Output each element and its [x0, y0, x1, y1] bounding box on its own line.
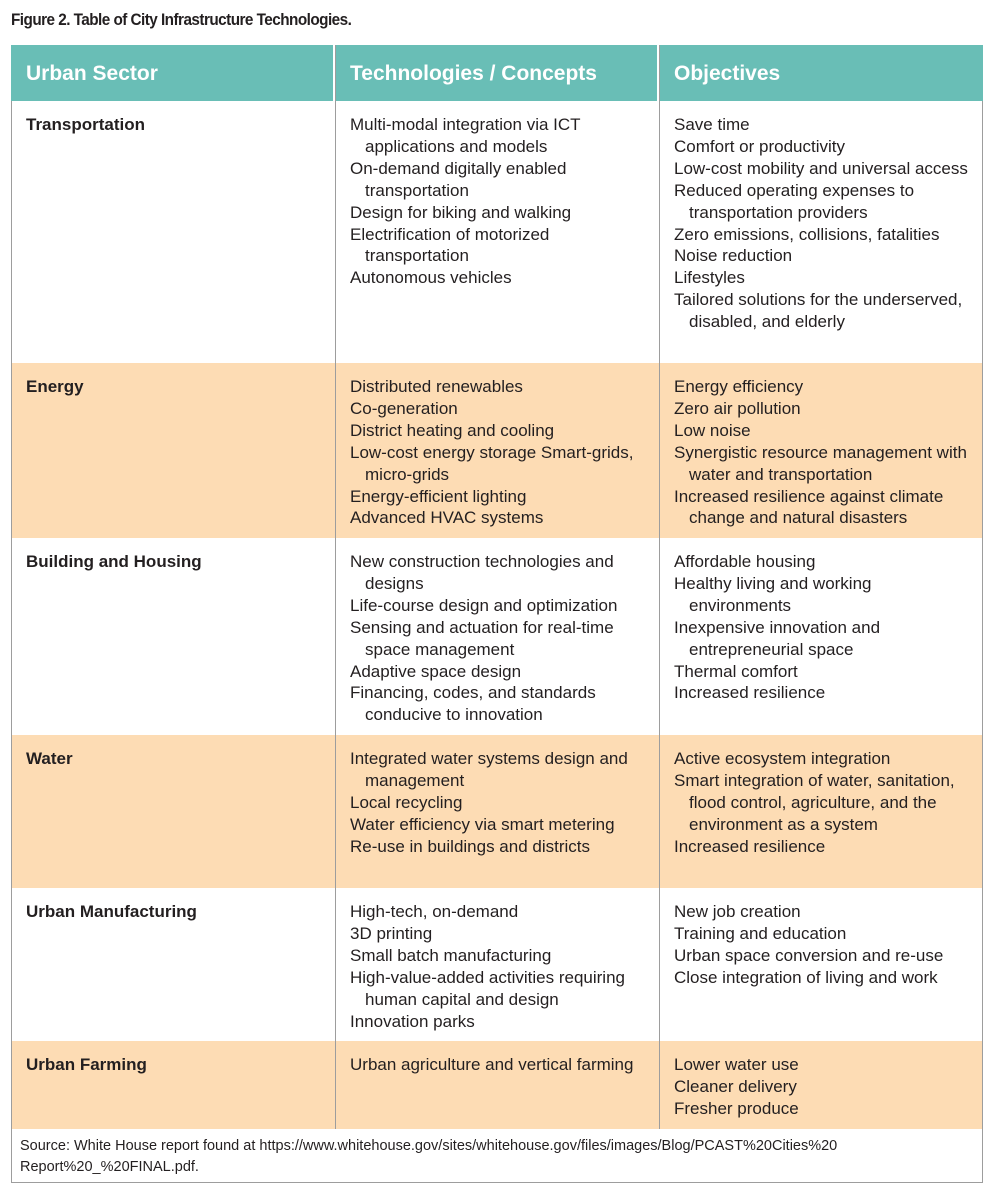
objective-item: Reduced operating expenses to transportation providers: [674, 180, 915, 222]
objective-item: Energy efficiency: [674, 377, 804, 396]
objective-item: Inexpensive innovation and entrepreneurial space: [674, 617, 881, 659]
technology-item: On-demand digitally enabled transportation: [350, 158, 567, 200]
technologies-list: [350, 1054, 650, 1076]
technology-item: New construction technologies and designs: [350, 552, 614, 593]
objectives-list: [674, 376, 974, 529]
technology-item: Integrated water systems design and management: [350, 749, 628, 790]
technology-item: Water efficiency via smart metering: [350, 814, 615, 834]
technology-item: High-value-added activities requiring human capital and design: [350, 967, 625, 1009]
technologies-list: [350, 551, 650, 726]
technology-item: Electrification of motorized transportation: [350, 224, 550, 266]
objectives-list: [674, 901, 974, 989]
objective-item: Save time: [674, 115, 750, 134]
objective-item: Low-cost mobility and universal access: [674, 158, 968, 178]
technology-item: Adaptive space design: [350, 661, 522, 681]
technology-item: Re-use in buildings and districts: [350, 836, 591, 856]
objectives-list: [674, 551, 974, 704]
objective-item: Tailored solutions for the underserved, disabled, and elderly: [674, 290, 963, 332]
objective-item: Noise reduction: [674, 246, 793, 266]
source-note: Source: White House report found at https://www.whitehouse.gov/sites/whitehouse.gov/files/images/Blog/PCAST%20Cities%20 Report%20_%20FINAL.pdf.: [20, 1138, 838, 1175]
technology-item: Autonomous vehicles: [350, 268, 512, 288]
technology-item: 3D printing: [350, 923, 433, 943]
sector-name: Building and Housing: [26, 552, 202, 571]
objective-item: Synergistic resource management with water and transportation: [674, 442, 967, 484]
sector-name: Energy: [26, 377, 84, 396]
objective-item: Affordable housing: [674, 552, 816, 571]
sector-name: Urban Manufacturing: [26, 902, 197, 921]
objective-item: Lower water use: [674, 1055, 799, 1074]
objective-item: Zero emissions, collisions, fatalities: [674, 224, 940, 244]
technology-item: Sensing and actuation for real-time space management: [350, 617, 614, 659]
header-technologies: Technologies / Concepts: [350, 62, 597, 85]
objectives-list: [674, 748, 974, 858]
objective-item: Active ecosystem integration: [674, 749, 891, 768]
objective-item: New job creation: [674, 902, 801, 921]
technology-item: Life-course design and optimization: [350, 595, 618, 615]
objectives-list: [674, 1054, 974, 1120]
technology-item: Urban agriculture and vertical farming: [350, 1055, 634, 1074]
sector-name: Transportation: [26, 115, 146, 134]
objective-item: Smart integration of water, sanitation, flood control, agriculture, and the environment as a system: [674, 770, 955, 834]
technology-item: High-tech, on-demand: [350, 902, 519, 921]
technology-item: Innovation parks: [350, 1011, 475, 1031]
objective-item: Cleaner delivery: [674, 1076, 797, 1096]
objective-item: Increased resilience: [674, 683, 826, 703]
technology-item: Energy-efficient lighting: [350, 486, 527, 506]
table-row: [12, 101, 982, 363]
technology-item: Small batch manufacturing: [350, 945, 552, 965]
objective-item: Healthy living and working environments: [674, 573, 872, 615]
objective-item: Comfort or productivity: [674, 136, 845, 156]
technologies-list: [350, 748, 650, 858]
sector-name: Water: [26, 749, 73, 768]
objective-item: Fresher produce: [674, 1098, 799, 1118]
objective-item: Urban space conversion and re-use: [674, 945, 944, 965]
table-row: [12, 363, 982, 538]
table-row: [12, 538, 982, 735]
table-row: [12, 1041, 982, 1129]
technology-item: Financing, codes, and standards conducive to innovation: [350, 683, 596, 725]
objective-item: Close integration of living and work: [674, 967, 938, 987]
infrastructure-table: [11, 45, 983, 1183]
technology-item: Design for biking and walking: [350, 202, 572, 222]
technology-item: Advanced HVAC systems: [350, 508, 544, 528]
table-header: [11, 45, 983, 101]
header-urban-sector: Urban Sector: [26, 62, 158, 85]
objectives-list: [674, 114, 974, 333]
column-divider: [659, 45, 660, 1129]
objective-item: Increased resilience: [674, 836, 826, 856]
objective-item: Lifestyles: [674, 268, 745, 288]
technology-item: Co-generation: [350, 398, 458, 418]
technology-item: Low-cost energy storage Smart-grids, micro-grids: [350, 442, 634, 484]
technology-item: Distributed renewables: [350, 377, 523, 396]
technology-item: Local recycling: [350, 792, 463, 812]
column-divider: [335, 45, 336, 1129]
technology-item: District heating and cooling: [350, 420, 555, 440]
technology-item: Multi-modal integration via ICT applications and models: [350, 115, 581, 156]
objective-item: Low noise: [674, 420, 751, 440]
sector-name: Urban Farming: [26, 1055, 147, 1074]
technologies-list: [350, 114, 650, 289]
technologies-list: [350, 376, 650, 529]
table-row: [12, 888, 982, 1041]
table-row: [12, 735, 982, 888]
technologies-list: [350, 901, 650, 1032]
objective-item: Thermal comfort: [674, 661, 798, 681]
header-objectives: Objectives: [674, 62, 781, 85]
objective-item: Zero air pollution: [674, 398, 801, 418]
objective-item: Increased resilience against climate change and natural disasters: [674, 486, 944, 528]
objective-item: Training and education: [674, 923, 847, 943]
figure-caption: Figure 2. Table of City Infrastructure Technologies.: [11, 10, 352, 29]
